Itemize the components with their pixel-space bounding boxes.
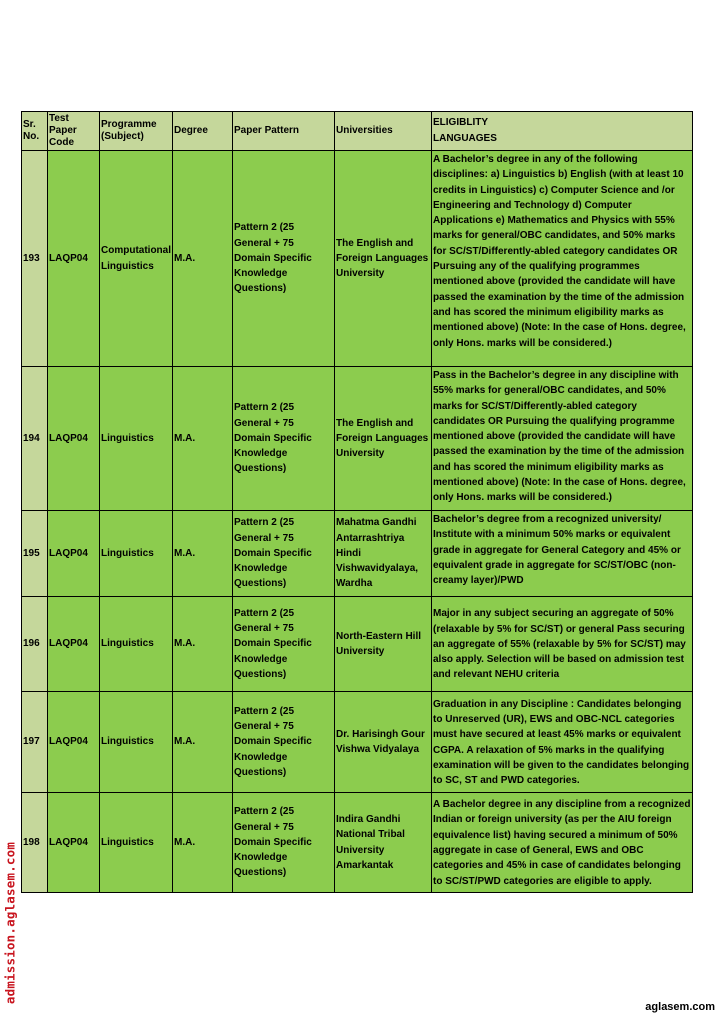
cell-sr-no: 198 (22, 793, 48, 893)
header-degree: Degree (173, 112, 233, 151)
cell-university: Indira Gandhi National Tribal University Amarkantak (335, 793, 432, 893)
header-eligibility (432, 112, 693, 151)
footer-watermark: aglasem.com (645, 1001, 715, 1013)
cell-eligibility: Bachelor’s degree from a recognized university/ Institute with a minimum 50% marks or equivalent grade in aggregate for General Category and 45% or equivalent grade in aggregate for SC/ST/OBC (non-creamy layer)/PWD (432, 511, 693, 597)
cell-degree: M.A. (173, 692, 233, 793)
table-row (22, 151, 693, 367)
header-eligibility-line2: LANGUAGES (433, 133, 497, 144)
cell-degree: M.A. (173, 151, 233, 367)
cell-sr-no: 197 (22, 692, 48, 793)
cell-degree: M.A. (173, 597, 233, 692)
header-universities: Universities (335, 112, 432, 151)
cell-test-paper-code: LAQP04 (48, 692, 100, 793)
side-watermark (2, 830, 18, 1016)
cell-paper-pattern: Pattern 2 (25 General + 75 Domain Specific Knowledge Questions) (233, 597, 335, 692)
cell-eligibility: Pass in the Bachelor’s degree in any discipline with 55% marks for general/OBC candidates, and 50% marks for SC/ST/Differently-abled category candidates OR Pursuing the qualifying programme mentioned above (provided the candidate will have passed the examination by the time of the admission and has scored the minimum eligibility marks as mentioned above) (Note: In the case of Hons. degree, only Hons. marks will be considered.) (432, 367, 693, 511)
cell-eligibility: A Bachelor’s degree in any of the following disciplines: a) Linguistics b) English (with at least 10 credits in Linguistics) c) Computer Science and /or Engineering and Technology d) Computer Applications e) Mathematics and Physics with 55% marks for general/OBC candidates, and 50% marks for SC/ST/Differently-abled category candidates OR Pursuing any of the qualifying programmes mentioned above (provided the candidate will have passed the examination by the time of the admission and has scored the minimum eligibility marks as mentioned above) (Note: In the case of Hons. degree, only Hons. marks will be considered.) (432, 151, 693, 367)
cell-university: North-Eastern Hill University (335, 597, 432, 692)
cell-paper-pattern: Pattern 2 (25 General + 75 Domain Specific Knowledge Questions) (233, 793, 335, 893)
cell-paper-pattern: Pattern 2 (25 General + 75 Domain Specific Knowledge Questions) (233, 367, 335, 511)
header-eligibility-line1: ELIGIBLITY (433, 117, 488, 128)
cell-university: The English and Foreign Languages University (335, 151, 432, 367)
cell-test-paper-code: LAQP04 (48, 151, 100, 367)
cell-programme: Linguistics (100, 692, 173, 793)
cell-university: Dr. Harisingh Gour Vishwa Vidyalaya (335, 692, 432, 793)
cell-eligibility: Graduation in any Discipline : Candidates belonging to Unreserved (UR), EWS and OBC-NCL categories must have secured at least 45% marks or equivalent CGPA. A relaxation of 5% marks in the qualifying examination will be given to the candidates belonging to SC, ST and PWD categories. (432, 692, 693, 793)
table-row (22, 511, 693, 597)
cell-programme: Linguistics (100, 367, 173, 511)
table-header-row (22, 112, 693, 151)
cell-programme: Linguistics (100, 597, 173, 692)
cell-programme: Linguistics (100, 511, 173, 597)
cell-university: The English and Foreign Languages University (335, 367, 432, 511)
side-watermark-text: admission.aglasem.com (2, 841, 18, 1005)
cell-test-paper-code: LAQP04 (48, 511, 100, 597)
cell-test-paper-code: LAQP04 (48, 367, 100, 511)
header-programme: Programme (Subject) (100, 112, 173, 151)
cell-sr-no: 194 (22, 367, 48, 511)
cell-degree: M.A. (173, 793, 233, 893)
header-test-paper-code: Test Paper Code (48, 112, 100, 151)
cell-university: Mahatma Gandhi Antarrashtriya Hindi Vishwavidyalaya, Wardha (335, 511, 432, 597)
cell-eligibility: Major in any subject securing an aggregate of 50% (relaxable by 5% for SC/ST) or general Pass securing an aggregate of 55% (relaxable by 5% for SC/ST) may also apply. Selection will be based on admission test and relevant NEHU criteria (432, 597, 693, 692)
eligibility-table (21, 111, 693, 893)
table-row (22, 597, 693, 692)
cell-programme: Computational Linguistics (100, 151, 173, 367)
table-row (22, 367, 693, 511)
cell-sr-no: 195 (22, 511, 48, 597)
cell-degree: M.A. (173, 367, 233, 511)
cell-degree: M.A. (173, 511, 233, 597)
table-row (22, 692, 693, 793)
cell-paper-pattern: Pattern 2 (25 General + 75 Domain Specific Knowledge Questions) (233, 692, 335, 793)
cell-sr-no: 196 (22, 597, 48, 692)
cell-test-paper-code: LAQP04 (48, 597, 100, 692)
cell-paper-pattern: Pattern 2 (25 General + 75 Domain Specific Knowledge Questions) (233, 151, 335, 367)
cell-eligibility: A Bachelor degree in any discipline from a recognized Indian or foreign university (as per the AIU foreign equivalence list) having secured a minimum of 50% aggregate in case of General, EWS and OBC categories and 45% in case of candidates belonging to SC/ST/PWD categories are eligible to apply. (432, 793, 693, 893)
cell-programme: Linguistics (100, 793, 173, 893)
header-paper-pattern: Paper Pattern (233, 112, 335, 151)
table-row (22, 793, 693, 893)
cell-paper-pattern: Pattern 2 (25 General + 75 Domain Specific Knowledge Questions) (233, 511, 335, 597)
header-sr-no: Sr. No. (22, 112, 48, 151)
cell-sr-no: 193 (22, 151, 48, 367)
cell-test-paper-code: LAQP04 (48, 793, 100, 893)
